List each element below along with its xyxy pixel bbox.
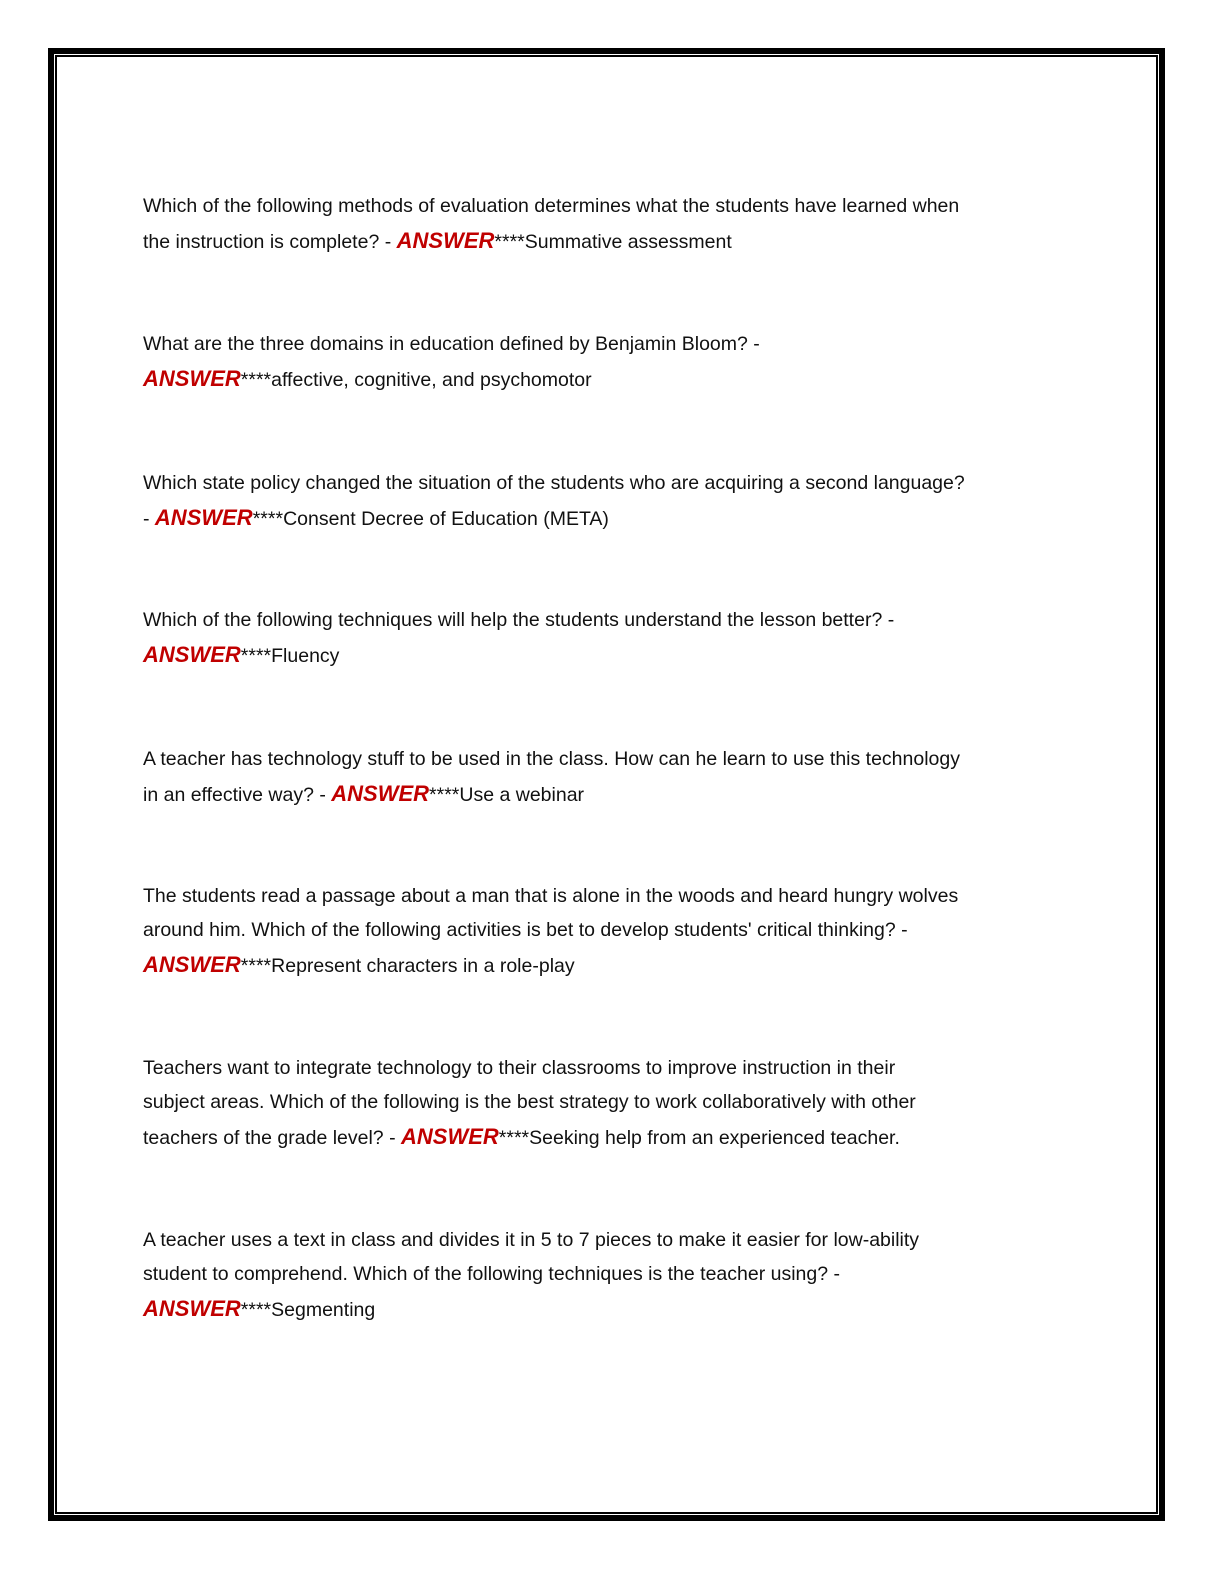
question-tail: in an effective way? - — [143, 784, 332, 806]
question-line: A teacher has technology stuff to be used in the class. How can he learn to use this technology — [143, 748, 960, 770]
answer-text: Consent Decree of Education (META) — [283, 508, 609, 530]
qa-item — [143, 742, 960, 812]
answer-text: Seeking help from an experienced teacher. — [529, 1127, 900, 1149]
answer-line — [143, 637, 894, 673]
answer-line — [143, 500, 965, 536]
question-line: Teachers want to integrate technology to their classrooms to improve instruction in their — [143, 1057, 896, 1079]
answer-text: Use a webinar — [459, 784, 585, 806]
answer-text: Represent characters in a role-play — [271, 955, 575, 977]
answer-stars: **** — [240, 645, 272, 667]
answer-label: ANSWER — [154, 505, 253, 530]
answer-stars: **** — [240, 1299, 272, 1321]
answer-stars: **** — [240, 369, 272, 391]
qa-item — [143, 327, 760, 397]
answer-stars: **** — [252, 508, 284, 530]
answer-text: Segmenting — [271, 1299, 376, 1321]
answer-text: Fluency — [271, 645, 340, 667]
qa-item — [143, 189, 959, 259]
answer-text: Summative assessment — [524, 231, 732, 253]
answer-label: ANSWER — [401, 1124, 499, 1149]
answer-label: ANSWER — [396, 228, 495, 253]
answer-label: ANSWER — [331, 781, 430, 806]
qa-item — [143, 466, 965, 536]
question-line: Which of the following methods of evaluation determines what the students have learned when — [143, 195, 960, 217]
answer-stars: **** — [494, 231, 525, 253]
qa-item — [143, 1223, 919, 1327]
question-line: student to comprehend. Which of the following techniques is the teacher using? - — [143, 1263, 840, 1285]
qa-item — [143, 1051, 916, 1155]
answer-label: ANSWER — [143, 642, 241, 667]
answer-stars: **** — [240, 955, 272, 977]
question-line: Which state policy changed the situation of the students who are acquiring a second language? — [143, 472, 965, 494]
question-line: subject areas. Which of the following is the best strategy to work collaboratively with other — [143, 1091, 916, 1113]
answer-stars: **** — [429, 784, 460, 806]
qa-item — [143, 879, 958, 983]
answer-stars: **** — [498, 1127, 530, 1149]
question-tail: - — [143, 508, 155, 530]
question-tail: teachers of the grade level? - — [143, 1127, 401, 1149]
question-line: The students read a passage about a man that is alone in the woods and heard hungry wolves — [143, 885, 959, 907]
answer-line — [143, 223, 959, 259]
answer-label: ANSWER — [143, 1296, 241, 1321]
question-line: Which of the following techniques will help the students understand the lesson better? - — [143, 609, 895, 631]
question-line: around him. Which of the following activities is bet to develop students' critical thinking? - — [143, 919, 908, 941]
question-line: What are the three domains in education defined by Benjamin Bloom? - — [143, 333, 760, 355]
qa-item — [143, 603, 894, 673]
answer-label: ANSWER — [143, 952, 241, 977]
answer-line — [143, 776, 960, 812]
answer-text: affective, cognitive, and psychomotor — [271, 369, 592, 391]
answer-line — [143, 361, 760, 397]
question-line: A teacher uses a text in class and divides it in 5 to 7 pieces to make it easier for low-ability — [143, 1229, 920, 1251]
answer-line — [143, 1291, 919, 1327]
answer-line — [143, 1119, 916, 1155]
answer-line — [143, 947, 958, 983]
question-tail: the instruction is complete? - — [143, 231, 397, 253]
answer-label: ANSWER — [143, 366, 241, 391]
